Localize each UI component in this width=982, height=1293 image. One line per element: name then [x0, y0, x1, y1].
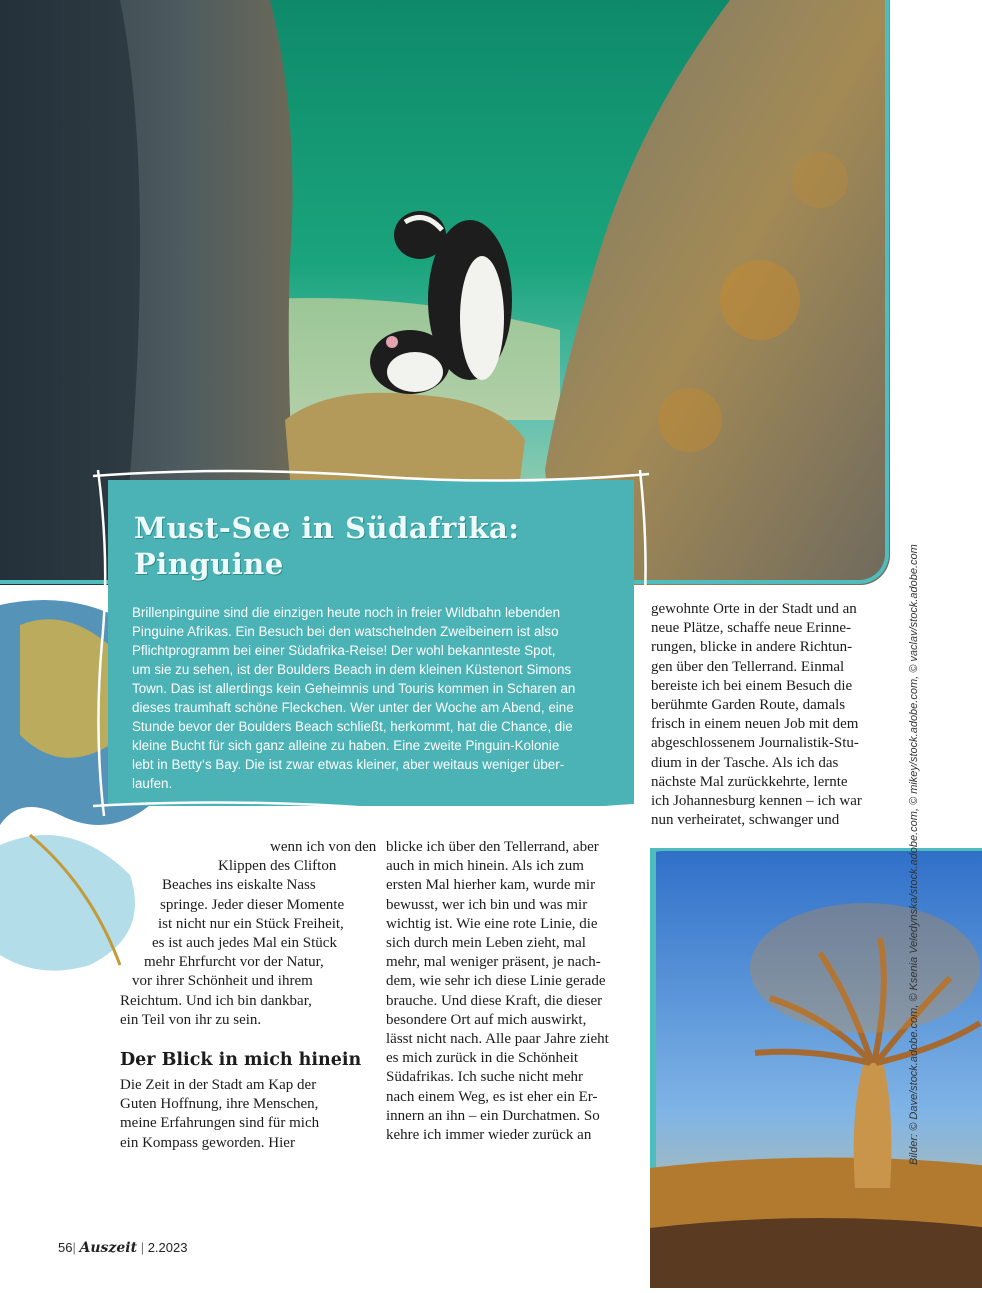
text-line: lässt nicht nach. Alle paar Jahre zieht: [386, 1031, 609, 1048]
text-line: nächste Mal zurückkehrte, lernte: [651, 773, 848, 790]
text-line: Reichtum. Und ich bin dankbar,: [120, 992, 312, 1009]
text-line: es mich zurück in die Schönheit: [386, 1050, 579, 1067]
text-line: auch in mich hinein. Als ich zum: [386, 858, 584, 875]
text-line: besondere Ort auf mich auswirkt,: [386, 1011, 587, 1028]
text-line: bewusst, wer ich bin und was mir: [386, 896, 588, 913]
text-line: rungen, blicke in andere Richtun-: [651, 639, 853, 656]
left-column: [120, 838, 377, 1030]
text-line: abgeschlossenem Journalistik-Stu-: [651, 735, 859, 752]
middle-column: [386, 838, 626, 1145]
text-line: lebt in Betty‘s Bay. Die ist zwar etwas kleiner, aber weitaus weniger über-: [132, 757, 565, 772]
text-line: berühmte Garden Route, damals: [651, 697, 846, 714]
footer-separator: |: [140, 1240, 145, 1255]
text-line: ein Teil von ihr zu sein.: [120, 1011, 262, 1028]
subheading: Der Blick in mich hinein: [120, 1050, 362, 1070]
text-line: ersten Mal hierher kam, wurde mir: [386, 877, 596, 894]
text-line: ist nicht nur ein Stück Freiheit,: [158, 915, 344, 932]
text-line: Stunde bevor der Boulders Beach schließt, herkommt, hat die Chance, die: [132, 719, 573, 734]
right-column: [651, 600, 883, 830]
text-line: brauche. Und diese Kraft, die dieser: [386, 992, 603, 1009]
text-line: wichtig ist. Wie eine rote Linie, die: [386, 915, 598, 932]
magazine-brand: Auszeit: [79, 1240, 138, 1256]
infobox-text: [132, 603, 608, 793]
text-line: blicke ich über den Tellerrand, aber: [386, 839, 599, 855]
text-line: kleine Bucht für sich ganz alleine zu haben. Eine zweite Pinguin-Kolonie: [132, 738, 560, 753]
quiver-tree-photo: [650, 848, 982, 1288]
infobox-title-line: Must-See in Südafrika:: [134, 511, 520, 545]
text-line: Guten Hoffnung, ihre Menschen,: [120, 1096, 319, 1113]
text-line: Die Zeit in der Stadt am Kap der: [120, 1077, 317, 1093]
text-line: Pflichtprogramm bei einer Südafrika-Reise! Der wohl bekannteste Spot,: [132, 643, 556, 658]
text-line: dium in der Tasche. Als ich das: [651, 754, 839, 771]
text-line: Town. Das ist allerdings kein Geheimnis und Touris kommen in Scharen an: [132, 681, 576, 696]
text-line: mehr Ehrfurcht vor der Natur,: [144, 954, 324, 971]
footer-separator: |: [72, 1240, 76, 1255]
tree-photo: [650, 848, 982, 1288]
infobox-title: [134, 510, 614, 582]
text-line: wenn ich von den: [270, 839, 377, 855]
text-line: mehr, mal weniger präsent, je nach-: [386, 954, 601, 971]
infobox-title-line: Pinguine: [134, 547, 284, 581]
text-line: Brillenpinguine sind die einzigen heute noch in freier Wildbahn lebenden: [132, 605, 561, 620]
text-line: um sie zu sehen, ist der Boulders Beach in dem kleinen Küstenort Simons: [132, 662, 572, 677]
text-line: Beaches ins eiskalte Nass: [162, 877, 316, 894]
text-line: springe. Jeder dieser Momente: [160, 896, 345, 913]
text-line: nun verheiratet, schwanger und: [651, 812, 840, 829]
photo-credit: Bilder: © Dave/stock.adobe.com, © Ksenia Veledynska/stock.adobe.com, © mikey/stock.adobe.com, © vaclav/stock.adobe.com: [908, 544, 920, 1165]
issue-number: 2.2023: [147, 1240, 188, 1255]
text-line: dem, wie sehr ich diese Linie gerade: [386, 973, 606, 990]
text-line: dieses traumhaft schöne Fleckchen. Wer unter der Woche am Abend, eine: [132, 700, 574, 715]
text-line: nach einem Weg, es ist eher ein Er-: [386, 1088, 598, 1105]
text-line: kehre ich immer wieder zurück an: [386, 1127, 592, 1144]
text-line: sich durch mein Leben zieht, mal: [386, 935, 586, 952]
text-line: vor ihrer Schönheit und ihrem: [132, 973, 313, 990]
text-line: es ist auch jedes Mal ein Stück: [152, 935, 337, 952]
text-line: gen über den Tellerrand. Einmal: [651, 658, 845, 675]
info-box: [108, 480, 634, 806]
text-line: Südafrikas. Ich suche nicht mehr: [386, 1069, 584, 1086]
page-footer: [58, 1240, 187, 1256]
text-line: laufen.: [132, 776, 173, 791]
text-line: gewohnte Orte in der Stadt und an: [651, 601, 857, 617]
text-line: meine Erfahrungen sind für mich: [120, 1115, 320, 1132]
text-line: frisch in einem neuen Job mit dem: [651, 716, 859, 733]
text-line: ich Johannesburg kennen – ich war: [651, 793, 862, 810]
text-line: Klippen des Clifton: [218, 858, 337, 875]
page-number: 56: [58, 1240, 73, 1255]
text-line: Pinguine Afrikas. Ein Besuch bei den watschelnden Zweibeinern ist also: [132, 624, 559, 639]
text-line: bereiste ich bei einem Besuch die: [651, 677, 853, 694]
text-line: ein Kompass geworden. Hier: [120, 1134, 295, 1151]
text-line: innern an ihn – ein Durchatmen. So: [386, 1107, 600, 1124]
text-line: neue Plätze, schaffe neue Erinne-: [651, 620, 852, 637]
left-column-continued: [120, 1076, 356, 1153]
